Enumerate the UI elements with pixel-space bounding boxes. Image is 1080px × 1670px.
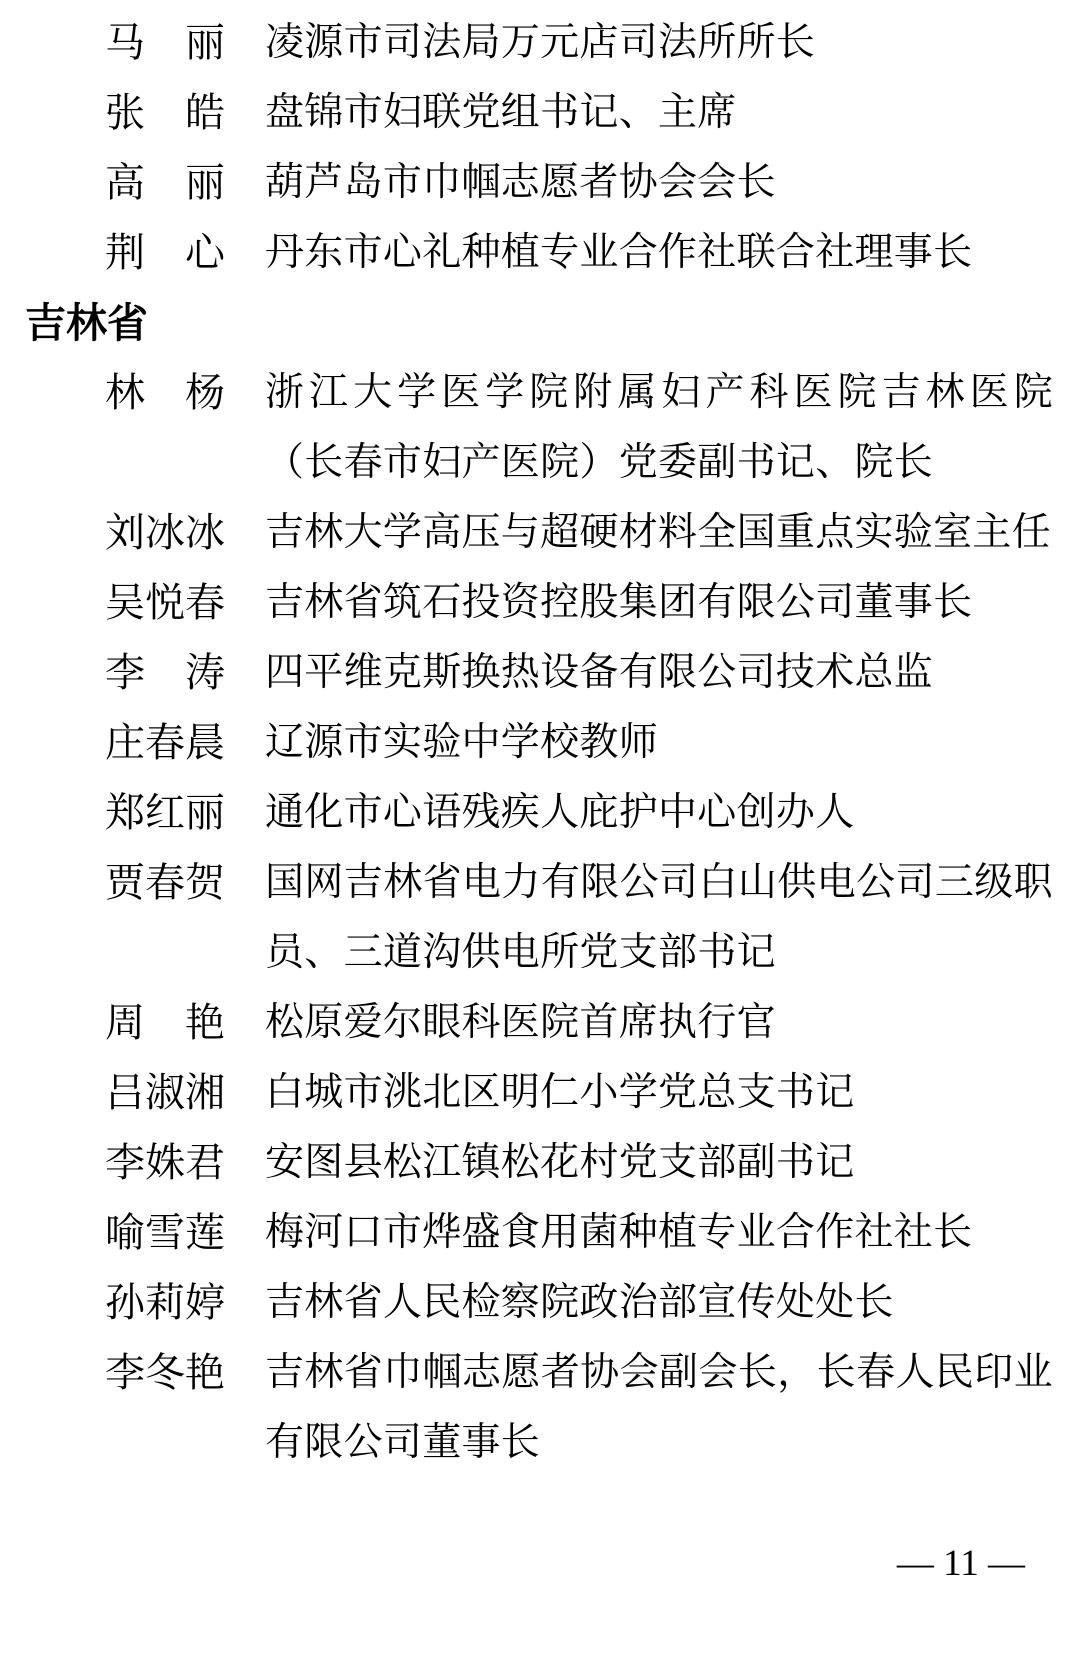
entry-title-line: 白城市洮北区明仁小学党总支书记 <box>265 1071 855 1114</box>
entry-row <box>0 988 1080 1058</box>
entry-name: 吕淑湘 <box>105 1070 225 1115</box>
entry-name: 贾春贺 <box>105 860 225 905</box>
entry-title-line: 吉林省巾帼志愿者协会副会长，长春人民印业 <box>265 1351 1053 1394</box>
entry-title <box>265 498 1053 568</box>
entry-name: 吴悦春 <box>105 580 225 625</box>
entry-row <box>0 1268 1080 1338</box>
entry-title <box>265 1058 1053 1128</box>
entry-row <box>0 498 1080 568</box>
entry-name: 刘冰冰 <box>105 510 225 555</box>
entry-name: 张 皓 <box>105 90 225 135</box>
entry-title <box>265 778 1053 848</box>
entry-row <box>0 1338 1080 1478</box>
entry-title-line: 员、三道沟供电所党支部书记 <box>265 931 776 974</box>
entry-name: 李冬艳 <box>105 1350 225 1395</box>
entry-title-line: 盘锦市妇联党组书记、主席 <box>265 91 737 134</box>
entry-title-line: 安图县松江镇松花村党支部副书记 <box>265 1141 855 1184</box>
entry-title <box>265 708 1053 778</box>
entry-row <box>0 1128 1080 1198</box>
entry-row <box>0 778 1080 848</box>
entry-name: 周 艳 <box>105 1000 225 1045</box>
entry-name: 庄春晨 <box>105 720 225 765</box>
entry-title <box>265 1128 1053 1198</box>
entry-title <box>265 8 1053 78</box>
entry-name: 郑红丽 <box>105 790 225 835</box>
entry-name: 马 丽 <box>105 20 225 65</box>
entry-name: 喻雪莲 <box>105 1210 225 1255</box>
entry-row <box>0 568 1080 638</box>
entry-name: 高 丽 <box>105 160 225 205</box>
entry-title-line: 梅河口市烨盛食用菌种植专业合作社社长 <box>265 1211 973 1254</box>
entry-title-line: 松原爱尔眼科医院首席执行官 <box>265 1001 776 1044</box>
entry-title-line: 四平维克斯换热设备有限公司技术总监 <box>265 651 934 694</box>
entry-name: 李姝君 <box>105 1140 225 1185</box>
entry-title <box>265 218 1053 288</box>
entry-title-line: 通化市心语残疾人庇护中心创办人 <box>265 791 855 834</box>
entry-title <box>265 1198 1053 1268</box>
entry-name: 孙莉婷 <box>105 1280 225 1325</box>
entry-title <box>265 1338 1053 1478</box>
page-number: — 11 — <box>896 1543 1025 1584</box>
entry-row <box>0 1198 1080 1268</box>
entry-title <box>265 638 1053 708</box>
entry-title-line: 国网吉林省电力有限公司白山供电公司三级职 <box>265 861 1053 904</box>
entry-title-line: 浙江大学医学院附属妇产科医院吉林医院 <box>265 371 1053 414</box>
entry-title <box>265 1268 1053 1338</box>
entry-name: 林 杨 <box>105 370 225 415</box>
entry-title-line: 丹东市心礼种植专业合作社联合社理事长 <box>265 231 973 274</box>
entry-row <box>0 78 1080 148</box>
entry-title <box>265 78 1053 148</box>
entry-title-line: 吉林省筑石投资控股集团有限公司董事长 <box>265 581 973 624</box>
entry-title-line: （长春市妇产医院）党委副书记、院长 <box>265 441 934 484</box>
entry-row <box>0 1058 1080 1128</box>
entry-title <box>265 148 1053 218</box>
entry-title <box>265 358 1053 498</box>
entry-title-line: 吉林省人民检察院政治部宣传处处长 <box>265 1281 894 1324</box>
entry-row <box>0 218 1080 288</box>
entry-title-line: 凌源市司法局万元店司法所所长 <box>265 21 816 64</box>
section-header: 吉林省 <box>25 300 148 346</box>
entry-title <box>265 568 1053 638</box>
entry-title-line: 辽源市实验中学校教师 <box>265 721 659 764</box>
entry-row <box>0 708 1080 778</box>
entry-title-line: 吉林大学高压与超硬材料全国重点实验室主任 <box>265 511 1052 554</box>
entry-title-line: 葫芦岛市巾帼志愿者协会会长 <box>265 161 776 204</box>
entry-name: 荆 心 <box>105 230 225 275</box>
entry-row <box>0 848 1080 988</box>
entry-title <box>265 848 1053 988</box>
entry-row <box>0 358 1080 498</box>
entry-row <box>0 148 1080 218</box>
entry-row <box>0 8 1080 78</box>
entry-row <box>0 638 1080 708</box>
entry-name: 李 涛 <box>105 650 225 695</box>
entry-title-line: 有限公司董事长 <box>265 1421 541 1464</box>
entry-title <box>265 988 1053 1058</box>
